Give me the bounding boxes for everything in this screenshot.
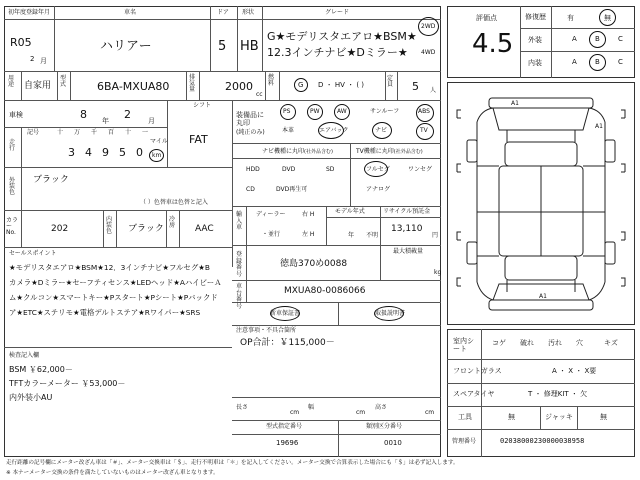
tv-option: ワンセグ <box>408 166 433 173</box>
seat-option: 穴 <box>576 339 583 347</box>
model-year-label: モデル年式 <box>335 208 365 215</box>
doors-label: ドア <box>217 9 229 16</box>
car-name-label: 車名 <box>124 9 137 16</box>
spare-options: T ・ 修理KIT ・ 欠 <box>528 390 588 398</box>
width-label: 幅 <box>308 404 315 411</box>
ac-label: 冷房 <box>169 216 176 229</box>
notes-label: 注意事項・不具合箇所 <box>236 327 297 334</box>
tv-note: (社外品含む) <box>393 149 423 155</box>
navi-option: DVD再生可 <box>276 186 308 193</box>
equipment-item: PW <box>310 108 320 115</box>
inspector-line: 内外装小AU <box>9 393 53 402</box>
model-label: 型式 <box>60 75 67 88</box>
selling-points-label: セールスポイント <box>9 250 57 257</box>
glass-options: A ・ X ・ X要 <box>552 367 597 375</box>
use: 自家用 <box>24 81 52 91</box>
equipment-item: PS <box>283 108 291 115</box>
car-diagram <box>447 82 635 325</box>
mileage-label: 走行 <box>9 139 16 152</box>
tv-title-text: TV機種に丸印 <box>356 148 394 155</box>
equipment-item: ABS <box>418 108 430 115</box>
manual: 取扱説明書 <box>375 310 406 317</box>
grade-option: B <box>595 58 600 66</box>
spare-label: スペアタイヤ <box>453 390 495 398</box>
mileage-unit: 百 <box>108 129 115 136</box>
grade-option: A <box>572 58 577 66</box>
tv-title <box>356 149 423 155</box>
capacity-unit: 人 <box>430 87 437 94</box>
mileage-digit: 4 <box>85 146 92 159</box>
equipment-item: サンルーフ <box>370 108 400 115</box>
mileage-note-label: 記号 <box>27 129 40 136</box>
class-label: 類別区分番号 <box>366 423 403 430</box>
selling-point-line: ム★クルコン★スマートキー★Pスタート★Pシート★Pバックド <box>9 293 218 302</box>
reg-year-label: 初年度登録年月 <box>8 9 51 16</box>
interior-grade-label: 内装 <box>528 59 542 67</box>
jack-label: ジャッキ <box>545 413 573 421</box>
mileage-unit: 万 <box>74 129 81 136</box>
exterior-color: ブラック <box>33 175 69 185</box>
grade-option: A <box>572 35 577 43</box>
reg-month-unit: 月 <box>40 57 47 65</box>
shift: FAT <box>189 133 208 146</box>
tv-option: アナログ <box>366 186 391 193</box>
grade-line1: G★モデリスタエアロ★BSM★ <box>267 30 417 43</box>
model-year-unknown: 不明 <box>366 232 379 239</box>
repair-no: 無 <box>604 14 611 22</box>
fullseg-circle <box>364 161 388 177</box>
inspection-label: 車検 <box>9 111 23 119</box>
grade-value: 4.5 <box>472 29 514 59</box>
doors: 5 <box>218 39 227 54</box>
repair-yes: 有 <box>567 14 574 22</box>
navi-circle <box>372 122 392 139</box>
aw-circle <box>334 104 350 120</box>
inspection-month-unit: 月 <box>148 117 155 125</box>
navi-option: HDD <box>246 166 260 173</box>
car-name: ハリアー <box>100 39 152 54</box>
abs-circle <box>416 104 434 122</box>
reg-month: 2 <box>30 55 35 63</box>
exterior-grade-label: 外装 <box>528 36 542 44</box>
inspection-year: 8 <box>80 108 87 121</box>
equipment-item: エアバック <box>319 127 349 134</box>
chassis-label: 車台番号 <box>236 283 243 310</box>
navi-title-text: ナビ機種に丸印 <box>262 148 305 155</box>
exterior-note: （ ）色替車は色替と記入 <box>140 199 208 206</box>
footer-line1: 走行距離の記号欄にメーター改ざん車は「＃」、メーター交換車は「＄」、走行不明車は「＊」を記入してください。メーター交換で合算表示した場合にも「＄」は必ず記入します。 <box>6 460 459 466</box>
inspector-line: TFTカラーメーター ￥53,000－ <box>9 379 126 388</box>
mileage-digit: 0 <box>136 146 143 159</box>
tv-circle <box>416 123 434 140</box>
grade-option: B <box>595 35 600 43</box>
inspector-label: 検査記入欄 <box>9 352 40 359</box>
diagram-mark-rear: A1 <box>539 293 547 300</box>
seat-option: 汚れ <box>548 339 562 347</box>
interior-b-circle <box>589 54 606 71</box>
width-cm: cm <box>356 409 366 416</box>
import-label: 輸入車 <box>236 211 243 232</box>
mileage-digit: 5 <box>119 146 126 159</box>
mileage-unit: 一 <box>142 129 149 136</box>
seat-option: 破れ <box>520 339 534 347</box>
max-load-label: 最大積載量 <box>393 248 424 255</box>
tools-label: 工具 <box>458 413 472 421</box>
grade-option: C <box>618 58 623 66</box>
equipment-item: ナビ <box>375 127 388 134</box>
shape: HB <box>240 39 259 54</box>
registration-number: 徳島370め0088 <box>280 259 348 269</box>
recycle-yen: 円 <box>432 232 439 239</box>
inspector-line: BSM ￥62,000－ <box>9 365 73 374</box>
navi-option: CD <box>246 186 255 193</box>
interior-label: 内装色 <box>106 216 113 235</box>
tools-value: 無 <box>508 413 515 421</box>
import-left: 左 H <box>302 231 315 238</box>
inspection-month: 2 <box>124 108 131 121</box>
import-right: 右 H <box>302 211 315 218</box>
mileage-unit: 千 <box>91 129 98 136</box>
fuel-g: G <box>298 81 304 89</box>
ps-circle <box>280 104 296 120</box>
mgmt-number: 02038000230000038958 <box>500 437 585 445</box>
navi-option: SD <box>326 166 335 173</box>
class: 0010 <box>384 439 402 447</box>
selling-point-line: カメラ★Dミラー★セーフティセンス★LEDヘッド★AハイビーＡ <box>9 278 222 287</box>
height-label: 高さ <box>375 404 388 411</box>
cc-unit: cc <box>256 91 263 98</box>
equipment-item: AW <box>337 108 347 115</box>
selling-point-line: ア★ETC★ステリモ★電格デルトステア★Rワイパー★SRS <box>9 308 201 317</box>
grade-line2: 12.3インチナビ★Dミラー★ <box>267 46 408 59</box>
mileage-unit: 十 <box>125 129 132 136</box>
equipment-title: 装備品に丸印 <box>236 111 264 128</box>
repair-no-circle <box>599 9 616 26</box>
diagram-mark-right: A1 <box>595 123 603 130</box>
type-spec-label: 型式指定番号 <box>266 423 303 430</box>
warranty: 新車保証書 <box>270 310 301 317</box>
footer-line2: ※ 本ナーメーター交換の条件を満たしていないものはメーター改ざん車となります。 <box>6 470 219 476</box>
glass-label: フロントガラス <box>453 367 502 375</box>
recycle: 13,110 <box>391 224 423 234</box>
color-code-label: カラーNo. <box>6 217 19 236</box>
seat-option: コゲ <box>492 339 506 347</box>
interior-color: ブラック <box>128 224 164 234</box>
exterior-label: 外装色 <box>9 177 16 196</box>
drive-2wd: 2WD <box>421 23 436 30</box>
registration-label: 登録番号 <box>236 251 243 278</box>
chassis-number: MXUA80-0086066 <box>284 286 366 296</box>
color-code: 202 <box>51 224 69 234</box>
grade-option: C <box>618 35 623 43</box>
recycle-label: リサイクル預託金 <box>383 208 431 215</box>
drive-4wd: 4WD <box>421 49 436 56</box>
equipment-item: TV <box>420 127 428 134</box>
import-dealer: ディーラー <box>256 211 286 218</box>
use-label: 用途 <box>8 75 15 88</box>
mileage-unit: 十 <box>57 129 64 136</box>
type-spec: 19696 <box>276 439 299 447</box>
navi-note: (社外品含む) <box>304 149 333 155</box>
shift-label: シフト <box>193 102 212 109</box>
reg-year: R05 <box>10 36 32 49</box>
notes-text: OP合計：￥115,000－ <box>240 338 335 348</box>
inspection-year-unit: 年 <box>102 117 109 125</box>
selling-point-line: ★モデリスタエアロ★BSM★12．3インチナビ★フルセグ★B <box>9 263 210 272</box>
height-cm: cm <box>425 409 435 416</box>
jack-value: 無 <box>600 413 607 421</box>
navi-title <box>262 149 333 155</box>
mile-label: マイル <box>150 138 168 145</box>
exterior-b-circle <box>589 31 606 48</box>
length-label: 長さ <box>236 404 249 411</box>
airbag-circle <box>318 122 344 139</box>
equipment-item: 本革 <box>282 127 295 134</box>
capacity-label: 定員 <box>387 75 394 88</box>
displacement-label: 排気量 <box>189 74 196 93</box>
seat-label: 室内シート <box>453 337 474 354</box>
import-parallel: ・並行 <box>262 231 281 238</box>
grade-label: グレード <box>325 9 350 16</box>
navi-option: DVD <box>282 166 296 173</box>
model-year-y: 年 <box>348 232 355 239</box>
pw-circle <box>307 104 323 120</box>
tv-option: フルセグ <box>366 166 390 173</box>
repair-label: 修復歴 <box>525 13 546 21</box>
length-cm: cm <box>290 409 300 416</box>
max-load-kg: kg <box>434 269 442 276</box>
diagram-mark-front: A1 <box>511 100 519 107</box>
mileage-digit: 9 <box>102 146 109 159</box>
fuel-rest: D ・ HV ・ ( ) <box>318 81 365 89</box>
km-label: km <box>152 152 162 159</box>
mgmt-label: 管理番号 <box>452 438 477 445</box>
capacity: 5 <box>412 80 419 93</box>
equipment-subtitle: (純正のみ) <box>236 129 265 136</box>
fuel-label: 燃料 <box>268 74 275 87</box>
grade-label-right: 評価点 <box>476 14 497 22</box>
mileage-digit: 3 <box>68 146 75 159</box>
model: 6BA-MXUA80 <box>97 80 170 93</box>
displacement: 2000 <box>225 80 253 93</box>
ac: AAC <box>195 224 214 234</box>
seat-option: キズ <box>604 339 618 347</box>
shape-label: 形状 <box>242 9 255 16</box>
